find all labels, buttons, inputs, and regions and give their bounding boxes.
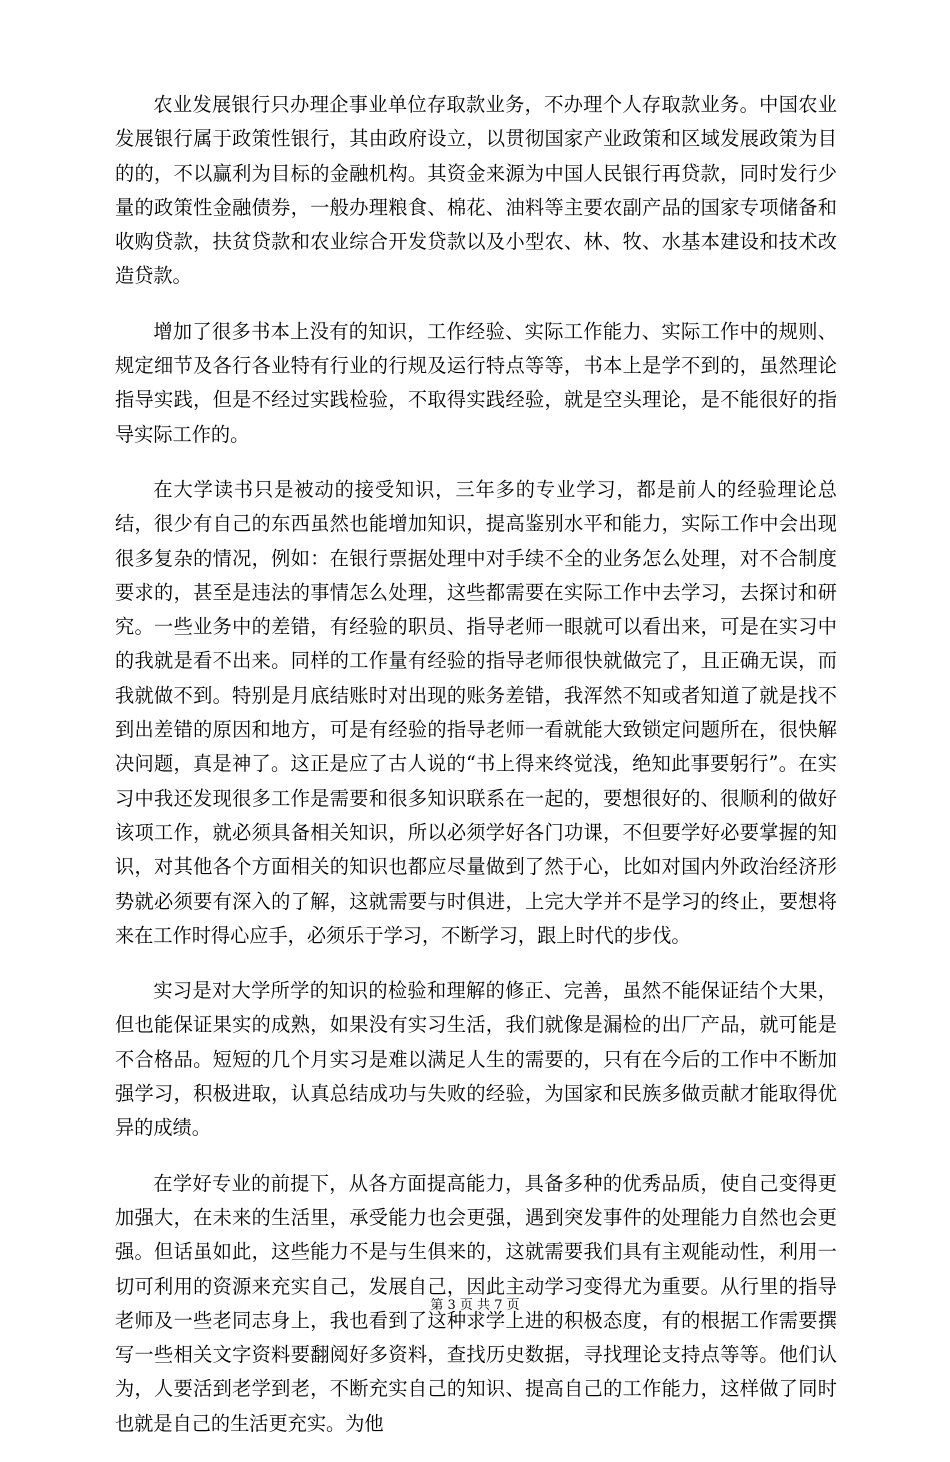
page-footer: 第 3 页 共 7 页 bbox=[430, 1298, 520, 1313]
paragraph-5: 在学好专业的前提下，从各方面提高能力，具备多种的优秀品质，使自己变得更加强大，在未来的生活里，承受能力也会更强，遇到突发事件的处理能力自然也会更强。但话虽如此，这些能力不是与生俱来的，这就需要我们具有主观能动性，利用一切可利用的资源来充实自己，发展自己，因此主动学习变得尤为重要。从行里的指导老师及一些老同志身上，我也看到了这种求学上进的积极态度，有的根据工作需要撰写一些相关文字资料要翻阅好多资料，查找历史数据，寻找理论支持点等等。他们认为，人要活到老学到老，不断充实自己的知识、提高自己的工作能力，这样做了同时也就是自己的生活更充实。为他 bbox=[115, 1171, 837, 1435]
document-body bbox=[115, 88, 837, 1462]
paragraph-2: 增加了很多书本上没有的知识，工作经验、实际工作能力、实际工作中的规则、规定细节及各行各业特有行业的行规及运行特点等等，书本上是学不到的，虽然理论指导实践，但是不经过实践检验，不取得实践经验，就是空头理论，是不能很好的指导实际工作的。 bbox=[115, 319, 837, 446]
paragraph-3: 在大学读书只是被动的接受知识，三年多的专业学习，都是前人的经验理论总结，很少有自己的东西虽然也能增加知识，提高鉴别水平和能力，实际工作中会出现很多复杂的情况，例如：在银行票据处理中对手续不全的业务怎么处理，对不合制度要求的，甚至是违法的事情怎么处理，这些都需要在实际工作中去学习，去探讨和研究。一些业务中的差错，有经验的职员、指导老师一眼就可以看出来，可是在实习中的我就是看不出来。同样的工作量有经验的指导老师很快就做完了，且正确无误，而我就做不到。特别是月底结账时对出现的账务差错，我浑然不知或者知道了就是找不到出差错的原因和地方，可是有经验的指导老师一看就能大致锁定问题所在，很快解决问题，真是神了。这正是应了古人说的“书上得来终觉浅，绝知此事要躬行”。在实习中我还发现很多工作是需要和很多知识联系在一起的，要想很好的、很顺利的做好该项工作，就必须具备相关知识，所以必须学好各门功课，不但要学好必要掌握的知识，对其他各个方面相关的知识也都应尽量做到了然于心，比如对国内外政治经济形势就必须要有深入的了解，这就需要与时俱进，上完大学并不是学习的终止，要想将来在工作时得心应手，必须乐于学习，不断学习，跟上时代的步伐。 bbox=[115, 477, 837, 947]
paragraph-4: 实习是对大学所学的知识的检验和理解的修正、完善，虽然不能保证结个大果，但也能保证果实的成熟，如果没有实习生活，我们就像是漏检的出厂产品，就可能是不合格品。短短的几个月实习是难以满足人生的需要的，只有在今后的工作中不断加强学习，积极进取，认真总结成功与失败的经验，为国家和民族多做贡献才能取得优异的成绩。 bbox=[115, 979, 837, 1140]
paragraph-1: 农业发展银行只办理企事业单位存取款业务，不办理个人存取款业务。中国农业发展银行属于政策性银行，其由政府设立，以贯彻国家产业政策和区域发展政策为目的的，不以赢利为目标的金融机构。其资金来源为中国人民银行再贷款，同时发行少量的政策性金融债券，一般办理粮食、棉花、油料等主要农副产品的国家专项储备和收购贷款，扶贫贷款和农业综合开发贷款以及小型农、林、牧、水基本建设和技术改造贷款。 bbox=[115, 93, 837, 288]
